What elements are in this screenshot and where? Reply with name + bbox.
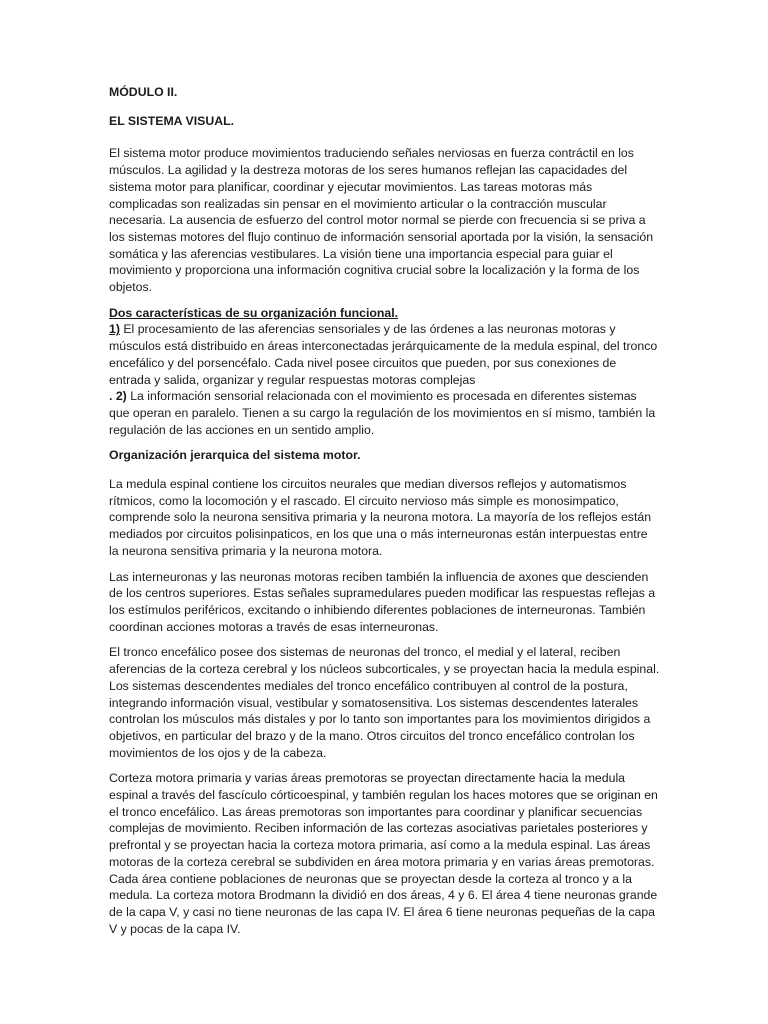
section-title: EL SISTEMA VISUAL. (109, 113, 235, 128)
paragraph-brainstem: El tronco encefálico posee dos sistemas de neuronas del tronco, el medial y el lateral, reciben aferencias de la corteza cerebral y los núcleos subcorticales, y se proyectan hacia la medula espinal. Los sistemas descendentes mediales del tronco encefálico contribuyen al control de la postura, integrando información visual, vestibular y somatosensitiva. Los sistemas descendentes laterales controlan los músculos más distales y por lo tanto son importantes para los movimientos dirigidos a objetivos, en particular del brazo y de la mano. Otros circuitos del tronco encefálico controlan los movimientos de los ojos y de la cabeza. (109, 645, 660, 760)
paragraph-interneurons: Las interneuronas y las neuronas motoras reciben también la influencia de axones que descienden de los centros superiores. Estas señales supramedulares pueden modificar las respuestas reflejas a los estímulos periféricos, excitando o inhibiendo diferentes poblaciones de interneuronas. También coordinan acciones motoras a través de esas interneuronas. (109, 569, 656, 634)
characteristic-item-2 (109, 388, 660, 438)
item-1-text: El procesamiento de las aferencias sensoriales y de las órdenes a las neuronas motoras y músculos está distribuido en áreas interconectadas jerárquicamente de la medula espinal, del tronco encefálico y del porsencéfalo. Cada nivel posee circuitos que pueden, por sus conexiones de entrada y salida, organizar y regular respuestas motoras complejas (109, 322, 658, 387)
hierarchy-heading: Organización jerarquica del sistema motor. (109, 448, 361, 463)
characteristic-item-1 (109, 321, 660, 388)
paragraph-motor-cortex: Corteza motora primaria y varias áreas premotoras se proyectan directamente hacia la medula espinal a través del fascículo córticoespinal, y también regulan los haces motores que se originan en el tronco encefálico. Las áreas premotoras son importantes para coordinar y planificar secuencias complejas de movimiento. Reciben información de las cortezas asociativas parietales posteriores y prefrontal y se proyectan hacia la corteza motora primaria, así como a la medula espinal. Las áreas motoras de la corteza cerebral se subdividen en área motora primaria y en varias áreas premotoras. Cada área contiene poblaciones de neuronas que se proyectan desde la corteza al tronco y a la medula. La corteza motora Brodmann la dividió en dos áreas, 4 y 6. El área 4 tiene neuronas grande de la capa V, y casi no tiene neuronas de las capa IV. El área 6 tiene neuronas pequeñas de la capa V y pocas de la capa IV. (109, 771, 658, 936)
module-title: MÓDULO II. (109, 85, 178, 99)
characteristics-heading: Dos características de su organización funcional. (109, 305, 399, 320)
item-2-marker: . 2) (109, 389, 127, 404)
item-1-marker: 1) (109, 322, 120, 337)
item-2-text: La información sensorial relacionada con el movimiento es procesada en diferentes sistemas que operan en paralelo. Tienen a su cargo la regulación de los movimientos en sí mismo, también la regulación de las acciones en un sentido amplio. (109, 389, 656, 437)
paragraph-spinal-cord: La medula espinal contiene los circuitos neurales que median diversos reflejos y automatismos rítmicos, como la locomoción y el rascado. El circuito nervioso más simple es monosimpatico, comprende solo la neurona sensitiva primaria y la neurona motora. La mayoría de los reflejos están mediados por circuitos polisinpaticos, en los que una o más interneuronas están interpuestas entre la neurona sensitiva primaria y la neurona motora. (109, 477, 652, 558)
intro-paragraph: El sistema motor produce movimientos traduciendo señales nerviosas en fuerza contráctil en los músculos. La agilidad y la destreza motoras de los seres humanos reflejan las capacidades del sistema motor para planificar, coordinar y ejecutar movimientos. Las tareas motoras más complicadas son realizadas sin pensar en el movimiento articular o la contracción muscular necesaria. La ausencia de esfuerzo del control motor normal se pierde con frecuencia si se priva a los sistemas motores del flujo continuo de información sensorial aportada por la visión, la sensación somática y las aferencias vestibulares. La visión tiene una importancia especial para guiar el movimiento y proporciona una información cognitiva crucial sobre la localización y la forma de los objetos. (109, 146, 654, 295)
characteristics-block (109, 305, 660, 439)
